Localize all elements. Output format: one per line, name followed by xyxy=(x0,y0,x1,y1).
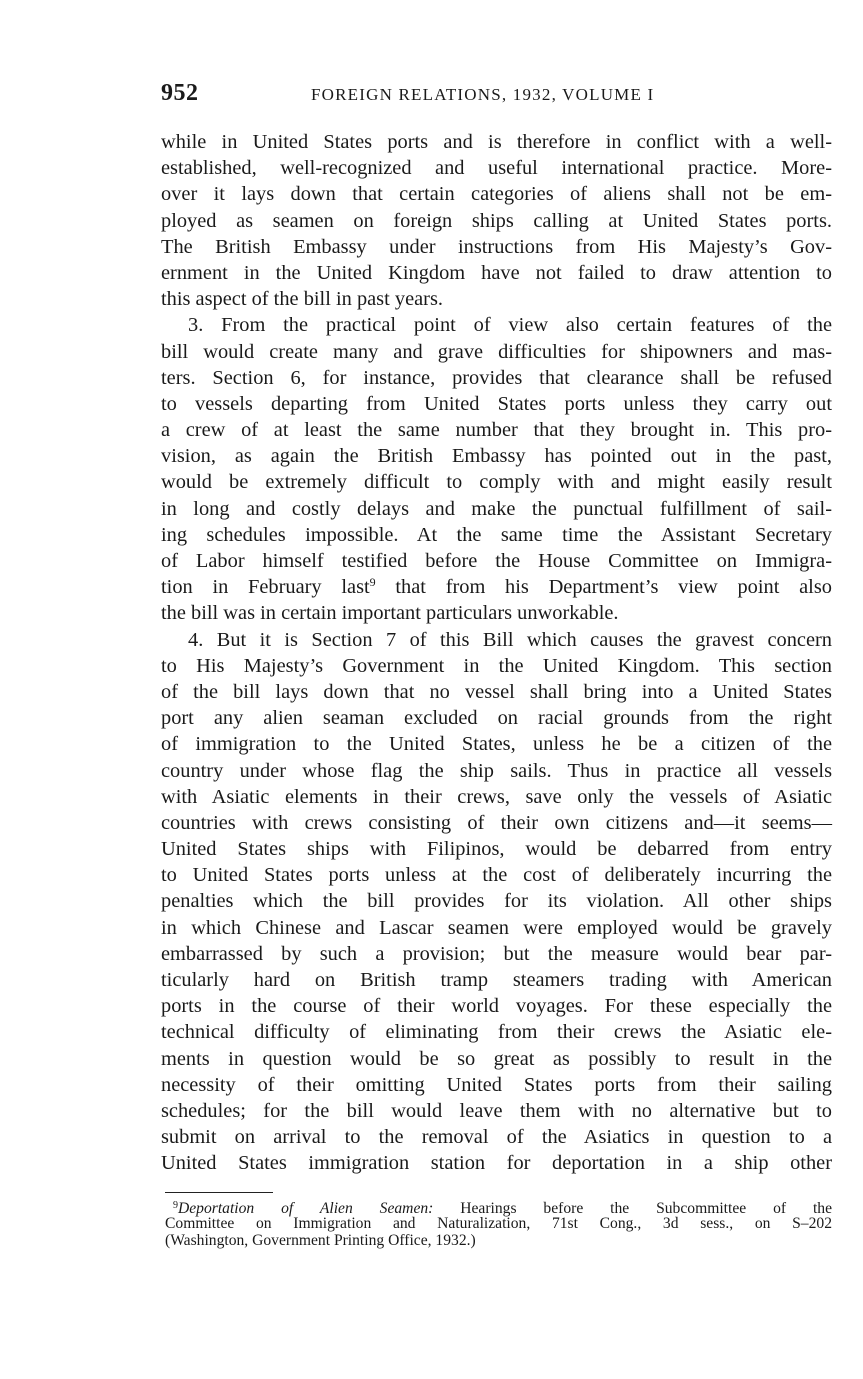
footnote-divider xyxy=(165,1192,273,1193)
text-line: to His Majesty’s Government in the United Kingdom. This section xyxy=(161,654,832,677)
text-line: in long and costly delays and make the punctual fulfillment of sail- xyxy=(161,497,832,520)
text-line: of the bill lays down that no vessel shall bring into a United States xyxy=(161,680,832,703)
text-line: with Asiatic elements in their crews, save only the vessels of Asiatic xyxy=(161,785,832,808)
text-line: schedules; for the bill would leave them with no alternative but to xyxy=(161,1099,832,1122)
text-line: embarrassed by such a provision; but the measure would bear par- xyxy=(161,942,832,965)
body-text xyxy=(161,129,832,1177)
text-line-with-note xyxy=(161,574,832,600)
text-line: ments in question would be so great as possibly to result in the xyxy=(161,1047,832,1070)
text-line: submit on arrival to the removal of the Asiatics in question to a xyxy=(161,1126,832,1149)
footnote-reference[interactable]: 9 xyxy=(369,575,376,590)
text-line: would be extremely difficult to comply with and might easily result xyxy=(161,471,832,494)
text-line: ports in the course of their world voyages. For these especially the xyxy=(161,995,832,1018)
text-line: country under whose flag the ship sails. Thus in practice all vessels xyxy=(161,759,832,782)
text-line: established, well-recognized and useful international practice. More- xyxy=(161,157,832,180)
text-line: over it lays down that certain categories of aliens shall not be em- xyxy=(161,183,832,206)
text-line: while in United States ports and is therefore in conflict with a well- xyxy=(161,131,832,153)
text-line: ployed as seamen on foreign ships calling at United States ports. xyxy=(161,209,832,232)
footnote-marker: 9 xyxy=(173,1200,178,1211)
text-line: of immigration to the United States, unless he be a citizen of the xyxy=(161,733,832,756)
footnote-line: (Washington, Government Printing Office, 1932.) xyxy=(165,1232,476,1249)
text-line: United States ships with Filipinos, would be debarred from entry xyxy=(161,838,832,861)
text-line: penalties which the bill provides for its violation. All other ships xyxy=(161,890,832,913)
text-line: the bill was in certain important particulars unworkable. xyxy=(161,602,619,625)
text-line: a crew of at least the same number that they brought in. This pro- xyxy=(161,419,832,442)
text-line: to United States ports unless at the cost of deliberately incurring the xyxy=(161,864,832,887)
running-head xyxy=(161,80,831,114)
footnote-title: Deportation of Alien Seamen: xyxy=(178,1200,434,1217)
footnote xyxy=(165,1197,832,1250)
text-line: ing schedules impossible. At the same time the Assistant Secretary xyxy=(161,523,832,546)
text-segment: tion in February last xyxy=(161,576,370,599)
paragraph-4-start: 4. But it is Section 7 of this Bill which causes the gravest concern xyxy=(188,628,832,651)
footnote-line xyxy=(165,1197,832,1215)
text-line: United States immigration station for deportation in a ship other xyxy=(161,1152,832,1175)
text-line: necessity of their omitting United States ports from their sailing xyxy=(161,1073,832,1096)
text-line: countries with crews consisting of their own citizens and—it seems— xyxy=(161,811,832,834)
text-segment: that from his Department’s view point also xyxy=(375,576,832,599)
text-line: ters. Section 6, for instance, provides that clearance shall be refused xyxy=(161,366,832,389)
text-line: technical difficulty of eliminating from their crews the Asiatic ele- xyxy=(161,1021,832,1044)
footnote-line: Committee on Immigration and Naturalization, 71st Cong., 3d sess., on S–202 xyxy=(165,1214,832,1232)
text-line: to vessels departing from United States ports unless they carry out xyxy=(161,392,832,415)
text-line: this aspect of the bill in past years. xyxy=(161,288,444,311)
text-line: ernment in the United Kingdom have not failed to draw attention to xyxy=(161,261,832,284)
paragraph-3-start: 3. From the practical point of view also certain features of the xyxy=(188,314,832,337)
text-line: in which Chinese and Lascar seamen were employed would be gravely xyxy=(161,916,832,939)
page-number: 952 xyxy=(161,80,199,106)
running-title: FOREIGN RELATIONS, 1932, VOLUME I xyxy=(311,85,655,104)
text-line: ticularly hard on British tramp steamers trading with American xyxy=(161,969,832,991)
text-line: bill would create many and grave difficulties for shipowners and mas- xyxy=(161,340,832,363)
footnote-text: Hearings before the Subcommittee of the xyxy=(433,1200,832,1217)
text-line: vision, as again the British Embassy has pointed out in the past, xyxy=(161,445,832,468)
text-line: The British Embassy under instructions from His Majesty’s Gov- xyxy=(161,235,832,258)
text-line: port any alien seaman excluded on racial grounds from the right xyxy=(161,707,832,730)
text-line: of Labor himself testified before the House Committee on Immigra- xyxy=(161,550,832,572)
